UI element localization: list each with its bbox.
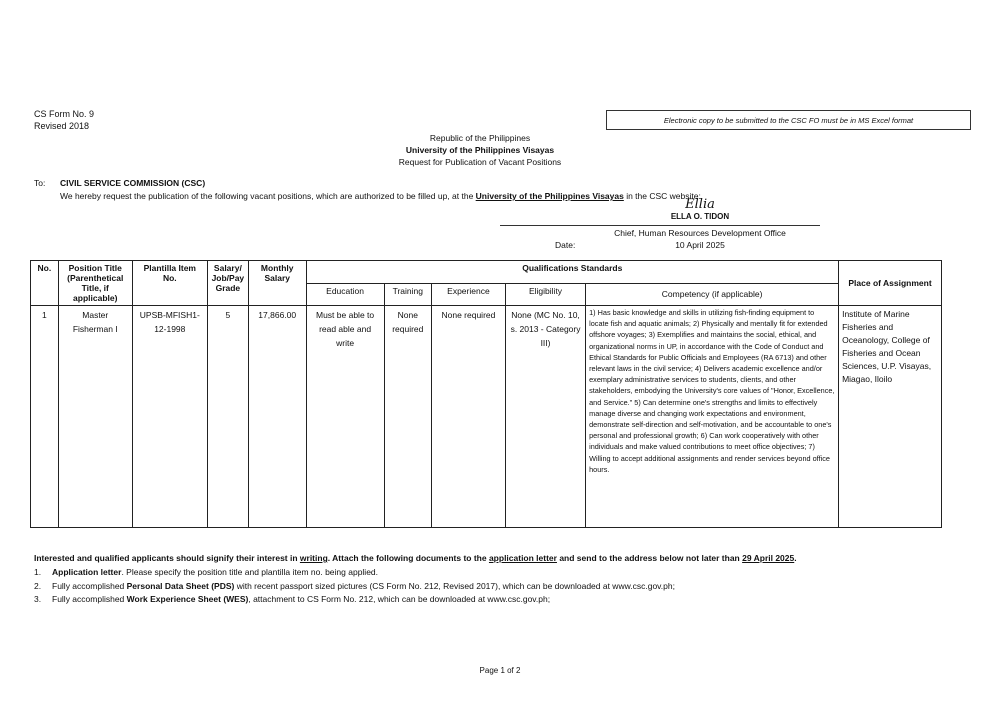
header-salary: Monthly Salary xyxy=(248,261,306,306)
signature-block xyxy=(600,198,800,221)
cell-training: None required xyxy=(384,306,431,528)
header-no: No. xyxy=(31,261,59,306)
cell-education: Must be able to read able and write xyxy=(306,306,384,528)
list-item xyxy=(34,566,675,580)
cell-no: 1 xyxy=(31,306,59,528)
header-qualifications: Qualifications Standards xyxy=(306,261,839,284)
requirement-number: 3. xyxy=(34,594,42,604)
interest-part2: . Attach the following documents to the xyxy=(327,553,489,563)
table-header-row-1 xyxy=(31,261,942,284)
cell-eligibility: None (MC No. 10, s. 2013 - Category III) xyxy=(505,306,585,528)
requirement-pre: Fully accomplished xyxy=(52,594,127,604)
header-experience: Experience xyxy=(431,283,505,306)
requirement-text: with recent passport sized pictures (CS Form No. 212, Revised 2017), which can be downloaded at www.csc.gov.ph; xyxy=(234,580,675,591)
interest-letter: application letter xyxy=(488,553,557,563)
requirement-pre: Fully accomplished xyxy=(52,580,127,591)
cell-competency: 1) Has basic knowledge and skills in utilizing fish-finding equipment to locate fish and aquatic animals; 2) Physically and mentally fit for extended offshore voyages; 3) Exemplifies and maintains the social, ethical, and organizational norms in UP, in accordance with the Code of Conduct and Ethical Standards for Public Officials and Employees (RA 6713) and other relevant laws in the civil service; 4) Delivers academic excellence and/or exemplary administrative services to students, clients, and other stakeholders, embodying the University's core values of "Honor, Excellence, and Service." 5) Can determine one's strengths and limits to effectively manage diverse and changing work expectations and environment, demonstrate self-direction and self-motivation, and be accountable to one's personal and professional growth; 6) Can work cooperatively with other individuals and make valued contributions to meet office objectives; 7) Willing to accept additional assignments and render services beyond office hours. xyxy=(586,306,839,528)
form-number-block xyxy=(34,108,94,132)
requirement-number: 1. xyxy=(34,567,42,577)
interest-part4: . xyxy=(794,553,797,563)
header-grade: Salary/ Job/Pay Grade xyxy=(207,261,248,306)
cell-experience: None required xyxy=(431,306,505,528)
signature-mark: Ellia xyxy=(685,197,715,212)
interest-writing: writing xyxy=(299,553,328,563)
interest-part3: and send to the address below not later than xyxy=(556,553,743,563)
page-number: Page 1 of 2 xyxy=(479,666,521,675)
form-number: CS Form No. 9 xyxy=(34,109,95,119)
list-item xyxy=(34,593,675,607)
excel-note-box xyxy=(606,110,971,130)
header-republic: Republic of the Philippines xyxy=(429,133,531,143)
cell-position: Master Fisherman I xyxy=(58,306,132,528)
document-header xyxy=(330,132,630,168)
cell-place: Institute of Marine Fisheries and Oceanology, College of Fisheries and Ocean Sciences, U.P. Visayas, Miagao, Iloilo xyxy=(839,306,942,528)
cell-plantilla: UPSB-MFISH1-12-1998 xyxy=(132,306,207,528)
addressee-org: CIVIL SERVICE COMMISSION (CSC) xyxy=(60,178,206,188)
header-position-title: Position Title (Parenthetical Title, if applicable) xyxy=(58,261,132,306)
vacant-positions-table xyxy=(30,260,942,528)
request-university: University of the Philippines Visayas xyxy=(475,191,624,201)
requirements-list xyxy=(34,566,675,607)
signatory-position: Chief, Human Resources Development Office xyxy=(614,228,786,238)
date-value: 10 April 2025 xyxy=(675,240,725,250)
requirement-text: . Please specify the position title and plantilla item no. being applied. xyxy=(121,567,379,577)
signature-rule xyxy=(500,225,820,226)
header-education: Education xyxy=(306,283,384,306)
requirement-number: 2. xyxy=(34,580,42,591)
excel-note: Electronic copy to be submitted to the CSC FO must be in MS Excel format xyxy=(663,115,914,125)
interest-deadline: 29 April 2025 xyxy=(742,553,795,563)
form-revised: Revised 2018 xyxy=(34,121,90,131)
interest-part1: Interested and qualified applicants should signify their interest in xyxy=(34,553,300,563)
header-plantilla: Plantilla Item No. xyxy=(132,261,207,306)
header-place: Place of Assignment xyxy=(839,261,942,306)
requirement-text: , attachment to CS Form No. 212, which can be downloaded at www.csc.gov.ph; xyxy=(248,594,551,604)
header-training: Training xyxy=(384,283,431,306)
signatory-name: ELLA O. TIDON xyxy=(670,212,730,221)
header-title: Request for Publication of Vacant Positions xyxy=(398,157,562,167)
header-university: University of the Philippines Visayas xyxy=(405,145,555,155)
request-after: in the CSC website: xyxy=(623,191,701,201)
to-label: To: xyxy=(34,178,46,188)
cell-grade: 5 xyxy=(207,306,248,528)
requirement-bold: Personal Data Sheet (PDS) xyxy=(126,580,235,591)
table-row xyxy=(31,306,942,528)
list-item xyxy=(34,580,675,594)
cell-salary: 17,866.00 xyxy=(248,306,306,528)
requirement-bold: Work Experience Sheet (WES) xyxy=(126,594,249,604)
addressee-line xyxy=(34,178,205,188)
date-label: Date: xyxy=(555,240,576,250)
requirement-bold: Application letter xyxy=(52,567,122,577)
request-before: We hereby request the publication of the following vacant positions, which are authorized to be filled up, at the xyxy=(60,191,476,201)
interest-statement xyxy=(34,553,797,563)
header-competency: Competency (if applicable) xyxy=(586,283,839,306)
header-eligibility: Eligibility xyxy=(505,283,585,306)
